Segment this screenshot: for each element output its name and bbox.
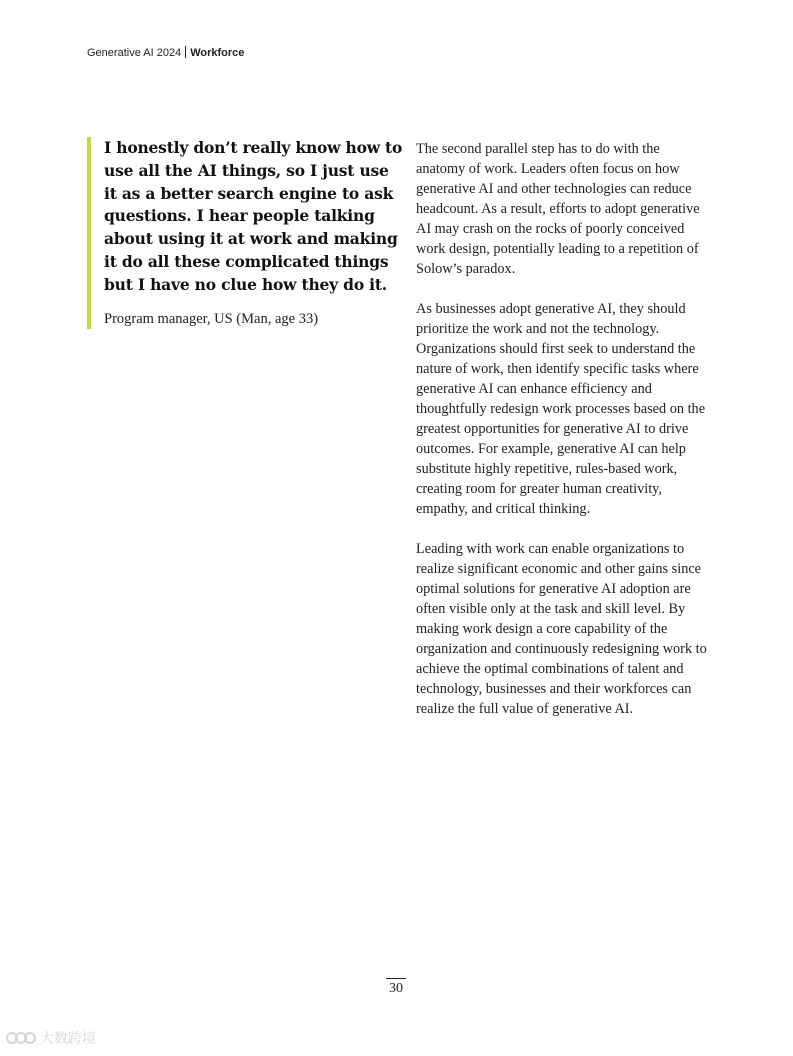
section-title: Workforce xyxy=(190,47,245,59)
body-text-column xyxy=(416,139,708,739)
report-title: Generative AI 2024 xyxy=(87,47,182,59)
watermark-text: 大数跨境 xyxy=(40,1031,96,1047)
quote-text: I honestly don’t really know how to use all the AI things, so I just use it as a better search engine to ask questions. I hear people talking about using it at work and making it do all these complicated things but I have no clue how they do it. xyxy=(104,138,403,294)
header-divider xyxy=(185,46,186,58)
body-paragraph: The second parallel step has to do with the anatomy of work. Leaders often focus on how generative AI and other technologies can reduce headcount. As a result, efforts to adopt generative AI may crash on the rocks of poorly conceived work design, potentially leading to a repetition of Solow’s paradox. xyxy=(416,141,700,277)
quote-attribution: Program manager, US (Man, age 33) xyxy=(104,310,319,327)
body-paragraph: As businesses adopt generative AI, they should prioritize the work and not the technology. Organizations should first seek to understand the nature of work, then identify specific tasks where generative AI can enhance efficiency and thoughtfully redesign work processes based on the greatest opportunities for generative AI to drive outcomes. For example, generative AI can help substitute highly repetitive, rules-based work, creating room for greater human creativity, empathy, and critical thinking. xyxy=(416,301,706,517)
page-number: 30 xyxy=(386,978,406,999)
watermark-logo-icon xyxy=(6,1029,36,1047)
running-header xyxy=(87,46,244,60)
watermark xyxy=(6,1028,96,1048)
body-paragraph: Leading with work can enable organizations to realize significant economic and other gains since optimal solutions for generative AI adoption are often visible only at the task and skill level. By making work design a core capability of the organization and continuously redesigning work to achieve the optimal combinations of talent and technology, businesses and their workforces can realize the full value of generative AI. xyxy=(416,541,707,717)
pull-quote xyxy=(87,137,404,329)
